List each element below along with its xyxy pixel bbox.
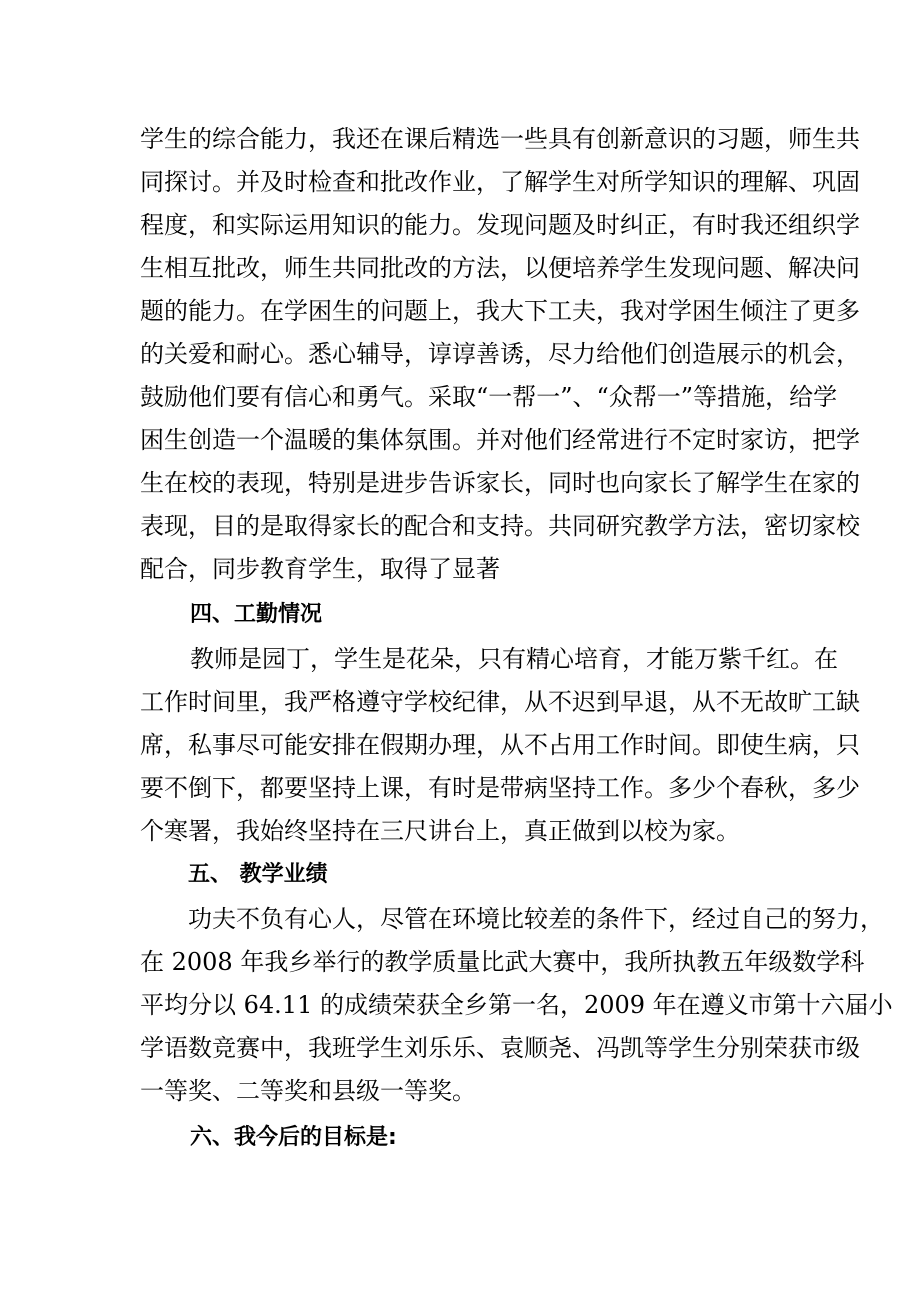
paragraph-line: 表现，目的是取得家长的配合和支持。共同研究教学方法，密切家校 — [140, 512, 860, 540]
paragraph-line: 在 2008 年我乡举行的教学质量比武大赛中，我所执教五年级数学科 — [140, 948, 865, 976]
paragraph-line: 教师是园丁，学生是花朵，只有精心培育，才能万紫千红。在 — [190, 645, 838, 673]
paragraph-line: 生相互批改，师生共同批改的方法，以便培养学生发现问题、解决问 — [140, 254, 860, 282]
paragraph-line: 题的能力。在学困生的问题上，我大下工夫，我对学困生倾注了更多 — [140, 297, 860, 325]
paragraph-line: 学语数竞赛中，我班学生刘乐乐、袁顺尧、冯凯等学生分别荣获市级 — [140, 1034, 860, 1062]
paragraph-line: 席，私事尽可能安排在假期办理，从不占用工作时间。即使生病，只 — [140, 731, 860, 759]
paragraph-line: 配合，同步教育学生，取得了显著 — [140, 555, 500, 583]
paragraph-line: 同探讨。并及时检查和批改作业，了解学生对所学知识的理解、巩固 — [140, 168, 860, 196]
paragraph-line: 工作时间里，我严格遵守学校纪律，从不迟到早退，从不无故旷工缺 — [140, 688, 860, 716]
paragraph-line: 学生的综合能力，我还在课后精选一些具有创新意识的习题，师生共 — [140, 125, 860, 153]
section-heading-future-goals: 六、我今后的目标是: — [190, 1125, 397, 1150]
paragraph-line: 鼓励他们要有信心和勇气。采取“一帮一”、“众帮一”等措施，给学 — [140, 383, 838, 411]
paragraph-line: 功夫不负有心人，尽管在环境比较差的条件下，经过自己的努力， — [188, 905, 884, 933]
paragraph-line: 困生创造一个温暖的集体氛围。并对他们经常进行不定时家访，把学 — [140, 426, 860, 454]
section-heading-attendance: 四、工勤情况 — [190, 602, 323, 627]
paragraph-line: 一等奖、二等奖和县级一等奖。 — [140, 1077, 476, 1105]
paragraph-line: 平均分以 64.11 的成绩荣获全乡第一名，2009 年在遵义市第十六届小 — [140, 991, 893, 1019]
paragraph-line: 的关爱和耐心。悉心辅导，谆谆善诱，尽力给他们创造展示的机会， — [140, 340, 860, 368]
section-heading-teaching-results: 五、 教学业绩 — [188, 862, 328, 887]
paragraph-line: 生在校的表现，特别是进步告诉家长，同时也向家长了解学生在家的 — [140, 469, 860, 497]
paragraph-line: 个寒署，我始终坚持在三尺讲台上，真正做到以校为家。 — [140, 817, 740, 845]
paragraph-line: 要不倒下，都要坚持上课，有时是带病坚持工作。多少个春秋，多少 — [140, 774, 860, 802]
paragraph-line: 程度，和实际运用知识的能力。发现问题及时纠正，有时我还组织学 — [140, 211, 860, 239]
